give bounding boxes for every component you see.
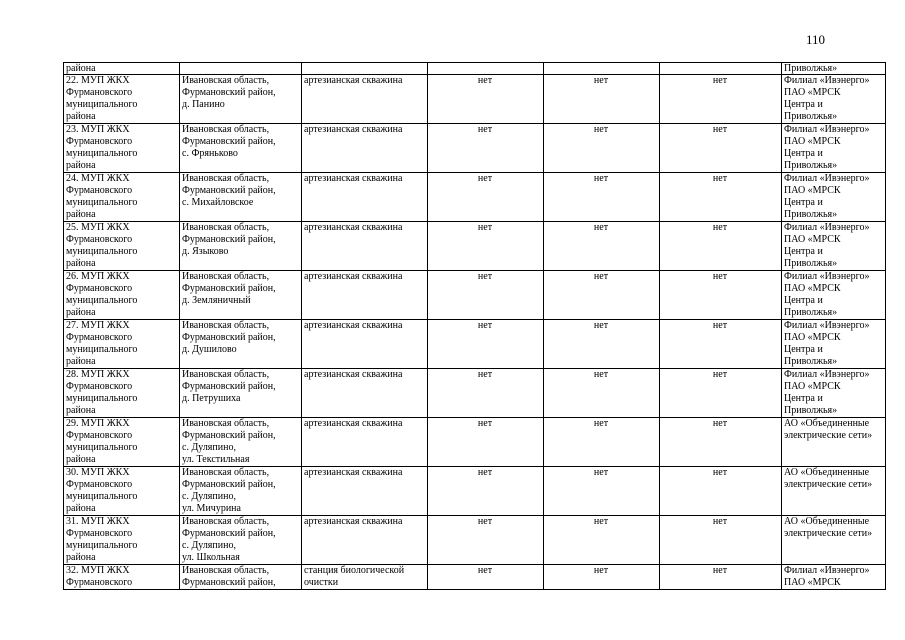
value-cell-4: нет	[428, 320, 544, 369]
organization-cell: района	[64, 63, 180, 75]
object-type-cell: артезианская скважина	[302, 369, 428, 418]
supplier-cell: Филиал «Ивэнерго» ПАО «МРСК Центра и Приволжья»	[782, 124, 886, 173]
value-cell-6: нет	[660, 467, 782, 516]
address-cell: Ивановская область, Фурмановский район, д. Земляничный	[180, 271, 302, 320]
value-cell-4: нет	[428, 173, 544, 222]
supplier-cell: Филиал «Ивэнерго» ПАО «МРСК Центра и Приволжья»	[782, 320, 886, 369]
address-cell: Ивановская область, Фурмановский район, д. Языково	[180, 222, 302, 271]
water-supply-table	[63, 62, 886, 590]
address-cell: Ивановская область, Фурмановский район,	[180, 565, 302, 590]
value-cell-5: нет	[544, 75, 660, 124]
value-cell-5: нет	[544, 467, 660, 516]
supplier-cell: АО «Объединенные электрические сети»	[782, 418, 886, 467]
table-row	[64, 516, 886, 565]
table-row	[64, 467, 886, 516]
organization-cell: 30. МУП ЖКХ Фурмановского муниципального района	[64, 467, 180, 516]
value-cell-4: нет	[428, 418, 544, 467]
organization-cell: 27. МУП ЖКХ Фурмановского муниципального района	[64, 320, 180, 369]
value-cell-6: нет	[660, 124, 782, 173]
object-type-cell: артезианская скважина	[302, 418, 428, 467]
value-cell-5	[544, 63, 660, 75]
supplier-cell: Филиал «Ивэнерго» ПАО «МРСК Центра и Приволжья»	[782, 173, 886, 222]
organization-cell: 25. МУП ЖКХ Фурмановского муниципального района	[64, 222, 180, 271]
value-cell-6: нет	[660, 565, 782, 590]
supplier-cell: АО «Объединенные электрические сети»	[782, 467, 886, 516]
value-cell-6: нет	[660, 320, 782, 369]
address-cell	[180, 63, 302, 75]
supplier-cell: Филиал «Ивэнерго» ПАО «МРСК Центра и Приволжья»	[782, 75, 886, 124]
value-cell-4: нет	[428, 516, 544, 565]
value-cell-5: нет	[544, 173, 660, 222]
table-row	[64, 320, 886, 369]
value-cell-5: нет	[544, 565, 660, 590]
table-row	[64, 173, 886, 222]
value-cell-4: нет	[428, 369, 544, 418]
table-row-continued	[64, 63, 886, 75]
table-row	[64, 565, 886, 590]
table-row	[64, 369, 886, 418]
value-cell-5: нет	[544, 320, 660, 369]
object-type-cell: артезианская скважина	[302, 75, 428, 124]
object-type-cell: артезианская скважина	[302, 516, 428, 565]
value-cell-4: нет	[428, 222, 544, 271]
address-cell: Ивановская область, Фурмановский район, с. Дуляпино, ул. Текстильная	[180, 418, 302, 467]
object-type-cell: артезианская скважина	[302, 173, 428, 222]
organization-cell: 22. МУП ЖКХ Фурмановского муниципального района	[64, 75, 180, 124]
table-row	[64, 124, 886, 173]
table-row	[64, 75, 886, 124]
value-cell-6: нет	[660, 369, 782, 418]
supplier-cell: Филиал «Ивэнерго» ПАО «МРСК Центра и Приволжья»	[782, 271, 886, 320]
object-type-cell: артезианская скважина	[302, 271, 428, 320]
table-row	[64, 418, 886, 467]
organization-cell: 26. МУП ЖКХ Фурмановского муниципального района	[64, 271, 180, 320]
supplier-cell: АО «Объединенные электрические сети»	[782, 516, 886, 565]
supplier-cell: Филиал «Ивэнерго» ПАО «МРСК Центра и Приволжья»	[782, 222, 886, 271]
value-cell-4	[428, 63, 544, 75]
value-cell-5: нет	[544, 222, 660, 271]
value-cell-5: нет	[544, 271, 660, 320]
value-cell-6: нет	[660, 271, 782, 320]
address-cell: Ивановская область, Фурмановский район, с. Фряньково	[180, 124, 302, 173]
table-row	[64, 222, 886, 271]
value-cell-6: нет	[660, 418, 782, 467]
supplier-cell: Приволжья»	[782, 63, 886, 75]
organization-cell: 31. МУП ЖКХ Фурмановского муниципального района	[64, 516, 180, 565]
page-number: 110	[806, 32, 826, 47]
value-cell-4: нет	[428, 75, 544, 124]
organization-cell: 24. МУП ЖКХ Фурмановского муниципального района	[64, 173, 180, 222]
table-row	[64, 271, 886, 320]
organization-cell: 28. МУП ЖКХ Фурмановского муниципального района	[64, 369, 180, 418]
address-cell: Ивановская область, Фурмановский район, д. Панино	[180, 75, 302, 124]
supplier-cell: Филиал «Ивэнерго» ПАО «МРСК	[782, 565, 886, 590]
object-type-cell: артезианская скважина	[302, 467, 428, 516]
value-cell-4: нет	[428, 565, 544, 590]
object-type-cell: станция биологической очистки	[302, 565, 428, 590]
address-cell: Ивановская область, Фурмановский район, с. Дуляпино, ул. Мичурина	[180, 467, 302, 516]
object-type-cell: артезианская скважина	[302, 124, 428, 173]
organization-cell: 32. МУП ЖКХ Фурмановского	[64, 565, 180, 590]
address-cell: Ивановская область, Фурмановский район, с. Дуляпино, ул. Школьная	[180, 516, 302, 565]
organization-cell: 23. МУП ЖКХ Фурмановского муниципального района	[64, 124, 180, 173]
value-cell-4: нет	[428, 124, 544, 173]
value-cell-6: нет	[660, 173, 782, 222]
value-cell-4: нет	[428, 467, 544, 516]
value-cell-5: нет	[544, 124, 660, 173]
value-cell-5: нет	[544, 418, 660, 467]
object-type-cell	[302, 63, 428, 75]
organization-cell: 29. МУП ЖКХ Фурмановского муниципального района	[64, 418, 180, 467]
value-cell-5: нет	[544, 516, 660, 565]
value-cell-6: нет	[660, 75, 782, 124]
supplier-cell: Филиал «Ивэнерго» ПАО «МРСК Центра и Приволжья»	[782, 369, 886, 418]
value-cell-6: нет	[660, 516, 782, 565]
address-cell: Ивановская область, Фурмановский район, д. Душилово	[180, 320, 302, 369]
address-cell: Ивановская область, Фурмановский район, д. Петрушиха	[180, 369, 302, 418]
address-cell: Ивановская область, Фурмановский район, с. Михайловское	[180, 173, 302, 222]
value-cell-5: нет	[544, 369, 660, 418]
object-type-cell: артезианская скважина	[302, 320, 428, 369]
value-cell-6	[660, 63, 782, 75]
value-cell-4: нет	[428, 271, 544, 320]
object-type-cell: артезианская скважина	[302, 222, 428, 271]
value-cell-6: нет	[660, 222, 782, 271]
